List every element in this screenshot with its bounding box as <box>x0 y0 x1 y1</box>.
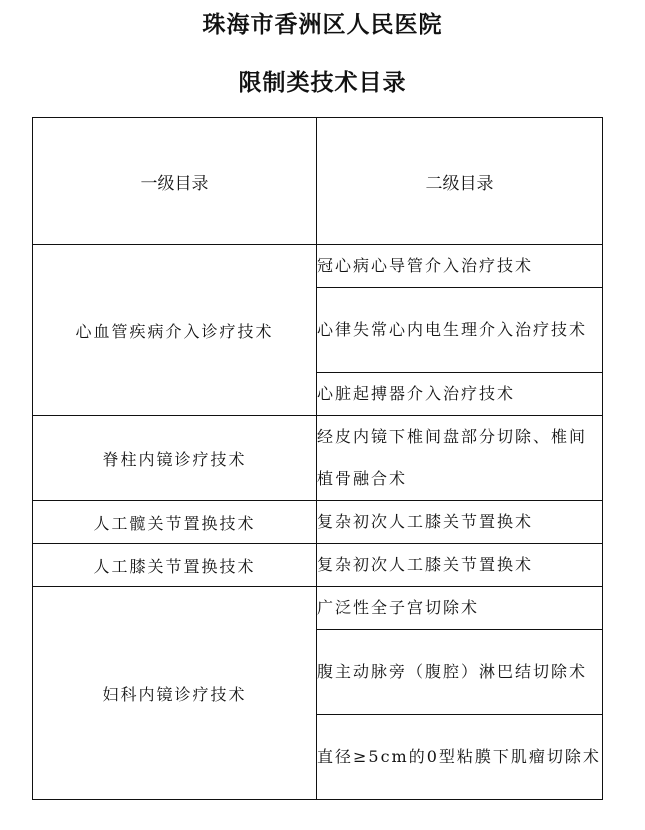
item-cell: 腹主动脉旁（腹腔）淋巴结切除术 <box>317 630 603 715</box>
header-level2: 二级目录 <box>317 118 603 245</box>
header-level1: 一级目录 <box>33 118 317 245</box>
table-row <box>33 416 603 501</box>
technology-catalog-table <box>32 117 603 800</box>
item-cell: 冠心病心导管介入治疗技术 <box>317 245 603 288</box>
table-row <box>33 544 603 587</box>
item-cell: 广泛性全子宫切除术 <box>317 587 603 630</box>
category-cardiovascular: 心血管疾病介入诊疗技术 <box>33 245 317 416</box>
item-cell: 复杂初次人工膝关节置换术 <box>317 501 603 544</box>
category-spinal-endoscopy: 脊柱内镜诊疗技术 <box>33 416 317 501</box>
item-cell: 复杂初次人工膝关节置换术 <box>317 544 603 587</box>
item-cell: 心脏起搏器介入治疗技术 <box>317 373 603 416</box>
table-row <box>33 245 603 288</box>
item-cell: 心律失常心内电生理介入治疗技术 <box>317 288 603 373</box>
document-title: 珠海市香洲区人民医院 <box>202 12 443 38</box>
category-hip-replacement: 人工髋关节置换技术 <box>33 501 317 544</box>
document-subtitle: 限制类技术目录 <box>238 70 407 96</box>
header-row <box>33 118 603 245</box>
item-cell: 直径≥5cm的0型粘膜下肌瘤切除术 <box>317 715 603 800</box>
table-row <box>33 587 603 630</box>
table-row <box>33 501 603 544</box>
category-knee-replacement: 人工膝关节置换技术 <box>33 544 317 587</box>
category-gynecologic-endoscopy: 妇科内镜诊疗技术 <box>33 587 317 800</box>
item-cell: 经皮内镜下椎间盘部分切除、椎间植骨融合术 <box>317 416 603 501</box>
